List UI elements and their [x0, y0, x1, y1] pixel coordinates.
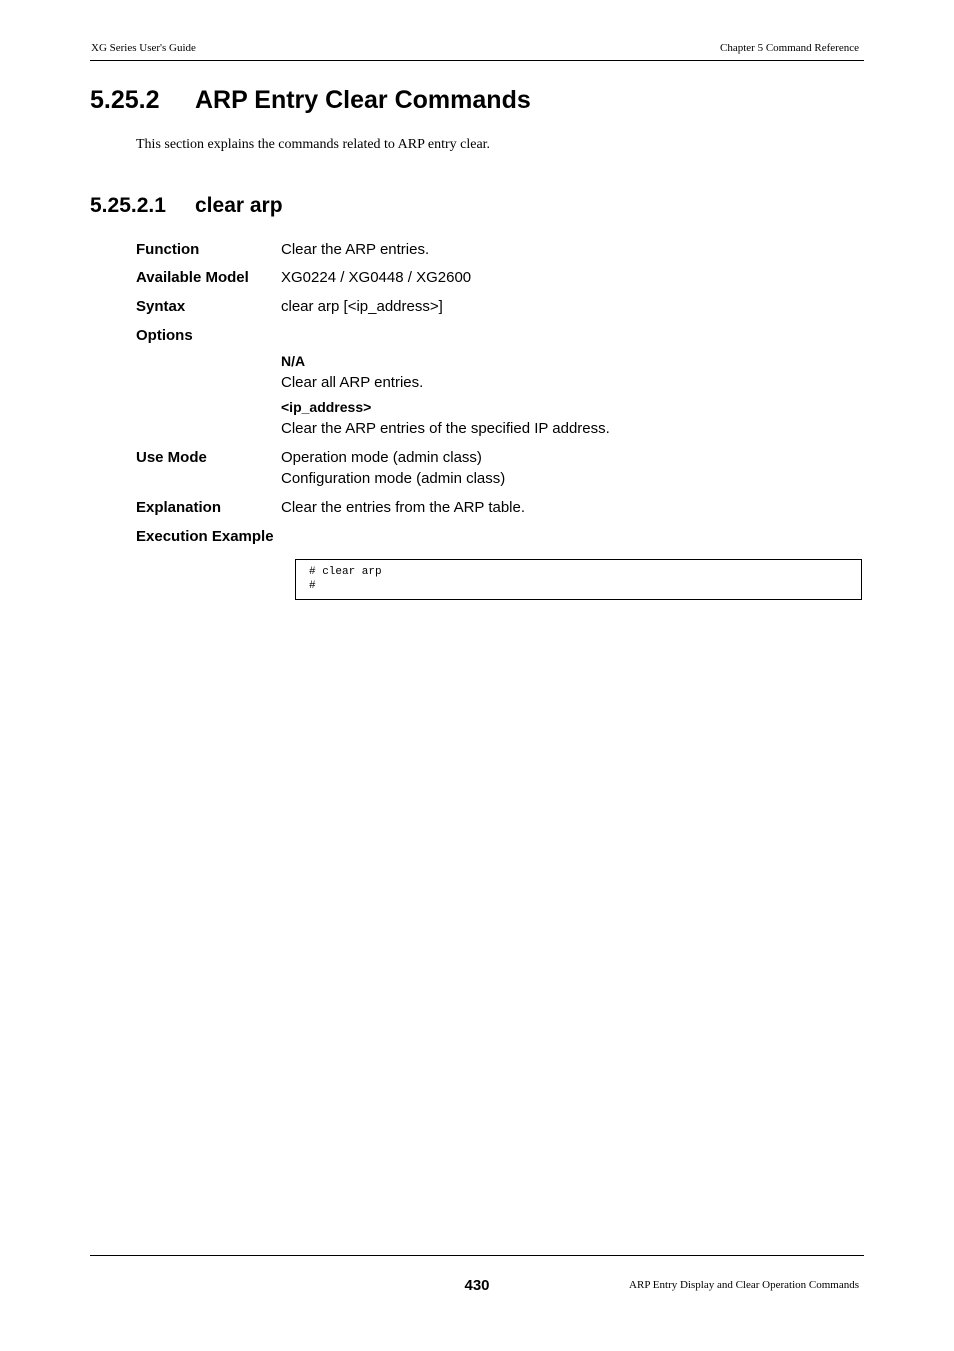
example-label: Execution Example	[136, 528, 274, 545]
syntax-value: clear arp [<ip_address>]	[281, 298, 443, 315]
subsection-title: clear arp	[195, 194, 283, 217]
options-label: Options	[136, 327, 193, 344]
usemode-label: Use Mode	[136, 449, 207, 466]
option-name: N/A	[281, 353, 306, 369]
function-value: Clear the ARP entries.	[281, 241, 430, 258]
syntax-label: Syntax	[136, 298, 186, 315]
function-label: Function	[136, 241, 200, 258]
code-line: #	[309, 580, 316, 592]
explanation-value: Clear the entries from the ARP table.	[281, 499, 526, 516]
model-value: XG0224 / XG0448 / XG2600	[281, 269, 472, 286]
section-intro: This section explains the commands related to ARP entry clear.	[136, 137, 491, 152]
page-number: 430	[464, 1277, 490, 1294]
explanation-label: Explanation	[136, 499, 222, 516]
running-footer-right: ARP Entry Display and Clear Operation Commands	[629, 1279, 859, 1291]
option-description: Clear the ARP entries of the specified IP address.	[281, 420, 610, 437]
usemode-value: Configuration mode (admin class)	[281, 470, 506, 487]
code-line: # clear arp	[309, 566, 382, 578]
usemode-value: Operation mode (admin class)	[281, 449, 482, 466]
header-rule	[90, 60, 864, 61]
section-heading	[90, 86, 531, 115]
example-code-box	[295, 559, 862, 600]
running-header-right: Chapter 5 Command Reference	[720, 42, 859, 54]
model-label: Available Model	[136, 269, 249, 286]
running-header-left: XG Series User's Guide	[91, 42, 196, 54]
footer-rule	[90, 1255, 864, 1256]
subsection-number: 5.25.2.1	[90, 194, 166, 217]
subsection-heading	[90, 194, 283, 218]
section-title: ARP Entry Clear Commands	[195, 86, 531, 114]
section-number: 5.25.2	[90, 86, 160, 114]
option-name: <ip_address>	[281, 399, 372, 415]
option-description: Clear all ARP entries.	[281, 374, 424, 391]
